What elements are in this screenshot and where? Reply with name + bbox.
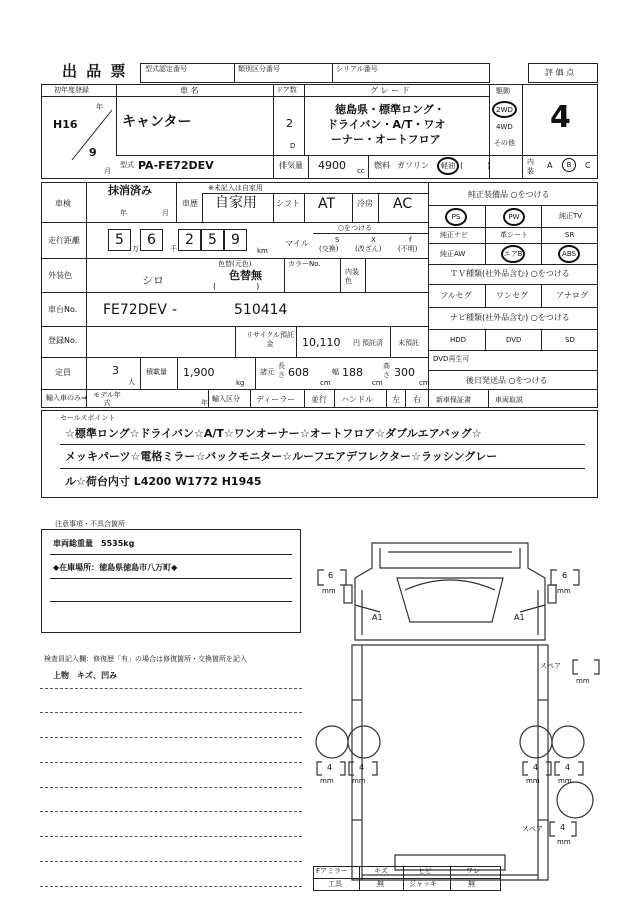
new-car-warranty: 新車保証書 xyxy=(436,396,471,404)
sheet-title: 出 品 票 xyxy=(62,62,128,80)
fuel-diesel-circled: 軽油 xyxy=(437,157,459,175)
drive-other: その他 xyxy=(494,139,515,147)
color-no-label: カラーNo. xyxy=(288,260,321,268)
notes-title: 注意事項・不具合箇所 xyxy=(55,520,125,528)
drive-2wd-circled: 2WD xyxy=(492,101,517,118)
tread-front-left: 6 xyxy=(328,571,334,580)
shaken-label: 車検 xyxy=(55,199,71,208)
model-year-label: モデル年式 xyxy=(93,391,121,407)
meter-s: S xyxy=(335,236,340,244)
mileage-digit-4: 5 xyxy=(208,232,217,248)
tv-analog: アナログ xyxy=(556,291,588,300)
legend-r2: 無 xyxy=(377,880,384,888)
model-value: PA-FE72DEV xyxy=(138,159,214,172)
mm-rear-4: mm xyxy=(558,777,572,785)
option-abs-circled: ABS xyxy=(558,245,580,263)
displacement-label: 排気量 xyxy=(279,161,303,170)
option-airbag-circled: エアB xyxy=(501,245,525,263)
dvd-play: DVD再生可 xyxy=(433,355,470,363)
sen-unit: 千 xyxy=(170,245,177,253)
first-reg-era: H16 xyxy=(53,118,78,131)
interior-a: A xyxy=(547,161,553,170)
shift-value: AT xyxy=(318,196,336,212)
width-label: 幅 xyxy=(332,368,339,376)
grade-line3: ーナー・オートフロア xyxy=(331,133,441,146)
mile-label: マイル xyxy=(285,239,309,248)
navi-dvd: DVD xyxy=(506,336,522,344)
frame-prefix: FE72DEV xyxy=(103,302,167,318)
history-note: ※未記入は自家用 xyxy=(208,184,263,192)
import-class-label: 輸入区分 xyxy=(212,395,240,403)
legend-r4: 無 xyxy=(468,880,475,888)
gross-weight: 車両総重量 5535kg xyxy=(53,539,135,548)
exterior-value: シロ xyxy=(142,274,164,287)
man-unit: 万 xyxy=(132,245,139,253)
damage-a1-right: A1 xyxy=(514,613,525,622)
capacity-unit: 人 xyxy=(128,378,135,386)
reg-label: 登録No. xyxy=(48,336,78,345)
legend-h4: ワレ xyxy=(466,867,480,875)
first-reg-label: 初年度登録 xyxy=(54,86,89,94)
meter-f-note: (不明) xyxy=(398,245,418,253)
recycle-value: 10,110 xyxy=(302,336,341,349)
mm-rear-2: mm xyxy=(352,777,366,785)
option-leather: 革シート xyxy=(500,231,528,239)
door-type: D xyxy=(290,142,296,150)
length-cm: cm xyxy=(320,379,331,387)
options-title: 純正装備品 ○をつける xyxy=(468,190,550,199)
capacity-value: 3 xyxy=(112,364,119,377)
mileage-digit-3: 2 xyxy=(185,232,194,248)
interior-c: C xyxy=(585,161,591,170)
option-tv: 純正TV xyxy=(559,212,583,220)
parallel-option: 並行 xyxy=(311,395,327,404)
tv-type-title: ＴＶ種類(社外品含む) ○をつける xyxy=(450,269,570,278)
shaken-value: 抹消済み xyxy=(108,184,152,197)
height-label: 高さ xyxy=(383,362,390,379)
fuel-label: 燃料 xyxy=(374,161,390,170)
model-cert-label: 型式認定番号 xyxy=(145,65,187,73)
grade-line1: 徳島県・標準ロング・ xyxy=(335,103,445,116)
length-value: 608 xyxy=(288,366,309,379)
fuel-gas: ガソリン xyxy=(397,161,429,170)
mm-front-right: mm xyxy=(557,587,571,595)
car-name-label: 車 名 xyxy=(180,86,199,95)
category-label: 類別区分番号 xyxy=(238,65,280,73)
load-label: 積載量 xyxy=(146,368,167,376)
spare-label-1: スペア xyxy=(540,662,561,670)
shift-label: シフト xyxy=(276,199,300,208)
mm-spare-1: mm xyxy=(576,677,590,685)
handle-left: 左 xyxy=(392,395,400,404)
load-unit: kg xyxy=(236,379,245,387)
car-name: キャンター xyxy=(122,114,192,130)
sales-line1: ☆標準ロング☆ドライバン☆A/T☆ワンオーナー☆オートフロア☆ダブルエアバッグ☆ xyxy=(65,427,482,440)
color-orig-label: 色替(元色) xyxy=(218,260,252,268)
navi-hdd: HDD xyxy=(450,336,467,344)
tv-one-seg: ワンセグ xyxy=(496,291,528,300)
mm-rear-3: mm xyxy=(526,777,540,785)
shaken-year: 年 xyxy=(120,209,127,217)
tread-rear-4: 4 xyxy=(565,763,571,772)
height-cm: cm xyxy=(419,379,430,387)
option-pw-circled: PW xyxy=(503,208,525,226)
interior-label: 内装 xyxy=(527,158,534,175)
damage-a1-left: A1 xyxy=(372,613,383,622)
shaken-month: 月 xyxy=(162,209,169,217)
recycle-label: リサイクル預託金 xyxy=(245,331,295,348)
history-label: 車歴 xyxy=(182,199,198,208)
exterior-label: 外装色 xyxy=(48,271,72,280)
mm-front-left: mm xyxy=(322,587,336,595)
sales-line2: メッキパーツ☆電格ミラー☆バックモニター☆ルーフエアデフレクター☆ラッシングレー xyxy=(65,450,498,463)
model-label: 型式 xyxy=(120,161,134,169)
year-unit: 年 xyxy=(96,103,103,111)
mileage-label: 走行距離 xyxy=(48,236,80,245)
width-cm: cm xyxy=(372,379,383,387)
option-navi: 純正ナビ xyxy=(440,231,468,239)
serial-label: シリアル番号 xyxy=(336,65,378,73)
km-unit: km xyxy=(257,247,268,255)
fuel-paren: ( ) xyxy=(460,161,491,170)
legend-h1: Fアミラー xyxy=(316,867,349,875)
interior-b-circled: B xyxy=(562,158,576,172)
grade-line2: ドライバン・A/T・ワオ xyxy=(327,118,446,131)
ac-label: 冷房 xyxy=(357,199,373,208)
meter-x: X xyxy=(371,236,376,244)
doors-value: 2 xyxy=(286,117,293,130)
navi-sd: SD xyxy=(565,336,575,344)
meter-s-note: (交換) xyxy=(319,245,339,253)
stock-location: ◆在庫場所：徳島県徳島市八万町◆ xyxy=(53,563,178,572)
color-orig-value: 色替無 xyxy=(229,269,262,282)
meter-f: f xyxy=(409,236,412,244)
tread-spare-2: 4 xyxy=(560,823,566,832)
tread-rear-2: 4 xyxy=(359,763,365,772)
capacity-label: 定員 xyxy=(55,368,71,377)
inspector-title: 検査員記入欄：修復歴「有」の場合は修復箇所・交換箇所を記入 xyxy=(44,655,247,663)
month-unit: 月 xyxy=(104,167,111,175)
legend-h3: ヒビ xyxy=(418,867,432,875)
aftermarket-title: 後日発送品 ○をつける xyxy=(466,376,548,385)
option-aw: 純正AW xyxy=(440,250,466,258)
import-label: 輸入車のみ⇒ xyxy=(46,394,87,402)
recycle-unpaid: 未預託 xyxy=(398,339,419,347)
legend-r3: ジャッキ xyxy=(409,880,437,888)
drive-label: 駆動 xyxy=(496,87,510,95)
first-reg-month: 9 xyxy=(89,146,97,159)
drive-4wd: 4WD xyxy=(496,123,513,131)
option-sr: SR xyxy=(565,231,575,239)
load-value: 1,900 xyxy=(183,366,215,379)
recycle-unit: 円 xyxy=(353,339,360,347)
color-paren: ( ) xyxy=(213,282,260,291)
frame-number: 510414 xyxy=(234,302,288,318)
doors-label: ドア数 xyxy=(276,86,297,94)
tread-rear-3: 4 xyxy=(533,763,539,772)
history-value: 自家用 xyxy=(215,195,257,211)
ac-value: AC xyxy=(393,196,413,212)
tread-front-right: 6 xyxy=(562,571,568,580)
option-ps-circled: PS xyxy=(445,208,467,226)
sales-label: セールスポイント xyxy=(60,414,116,422)
legend-h2: キズ xyxy=(374,867,388,875)
legend-r1: 工具 xyxy=(328,880,342,888)
meter-x-note: (改ざん) xyxy=(355,245,382,253)
mm-spare-2: mm xyxy=(557,838,571,846)
meter-circle-note: ○をつける xyxy=(338,224,373,232)
dealer-option: ディーラー xyxy=(256,395,296,404)
interior-color-label: 内装色 xyxy=(345,268,359,285)
cc-unit: cc xyxy=(357,167,365,175)
width-value: 188 xyxy=(342,366,363,379)
displacement-value: 4900 xyxy=(318,159,346,172)
mileage-digit-5: 9 xyxy=(231,232,240,248)
score-label: 評 価 点 xyxy=(545,68,575,77)
frame-dash: - xyxy=(172,302,178,318)
handle-right: 右 xyxy=(413,395,421,404)
score-value: 4 xyxy=(550,100,571,135)
model-year-unit: 年 xyxy=(201,399,208,407)
mm-rear-1: mm xyxy=(320,777,334,785)
inspector-entry: 上物 キズ、凹み xyxy=(53,671,118,680)
mileage-digit-1: 5 xyxy=(115,232,124,248)
handle-label: ハンドル xyxy=(341,395,373,404)
owner-manual: 車両取説 xyxy=(495,396,523,404)
sales-line3: ル☆荷台内寸 L4200 W1772 H1945 xyxy=(65,475,262,488)
spare-label-2: スペア xyxy=(522,825,543,833)
recycle-paid: 預託済 xyxy=(362,339,383,347)
dims-label: 諸元 xyxy=(260,368,274,376)
height-value: 300 xyxy=(394,366,415,379)
frame-label: 車台No. xyxy=(48,305,78,314)
mileage-digit-2: 6 xyxy=(147,232,156,248)
grade-label: グ レ ー ド xyxy=(370,86,410,95)
navi-type-title: ナビ種類(社外品含む) ○をつける xyxy=(450,313,570,322)
tv-full-seg: フルセグ xyxy=(440,291,472,300)
length-label: 長さ xyxy=(278,362,285,379)
tread-rear-1: 4 xyxy=(327,763,333,772)
